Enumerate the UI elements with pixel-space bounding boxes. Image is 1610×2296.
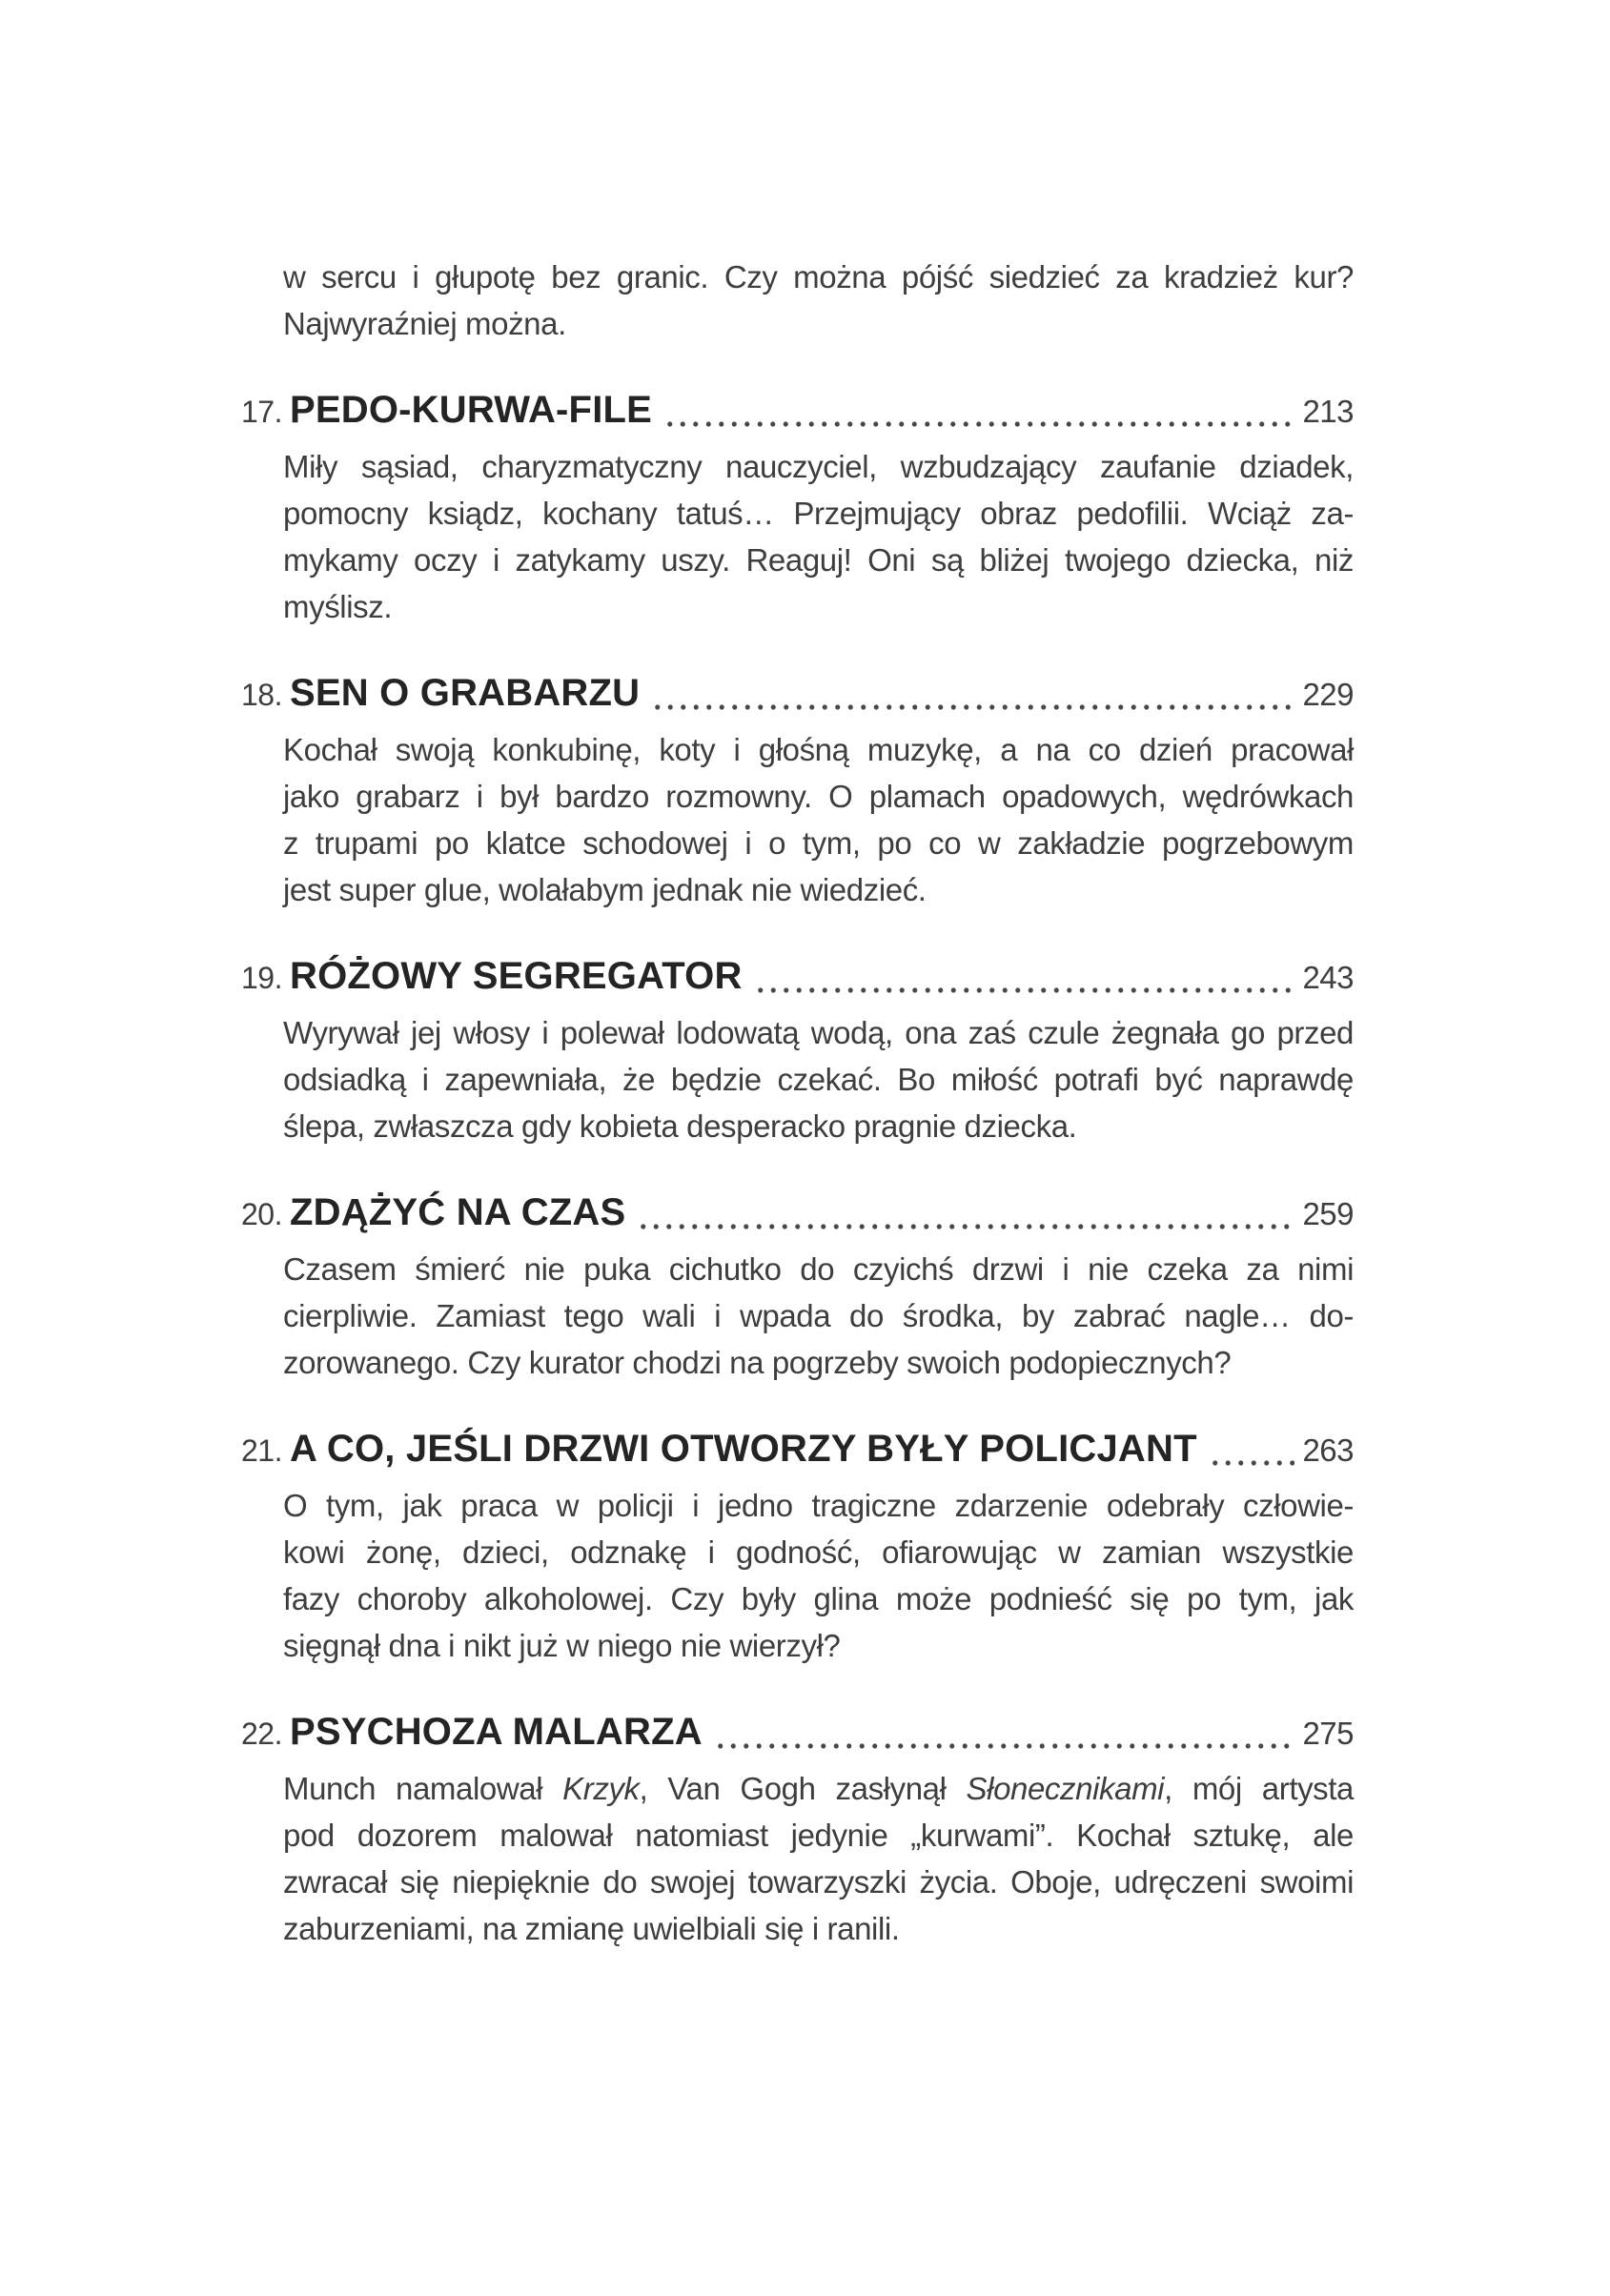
- chapter-page-number: 243: [1302, 960, 1354, 995]
- text-line: cierpliwie. Zamiast tego wali i wpada do środka, by zabrać nagle… do-: [283, 1298, 1354, 1333]
- text-line: O tym, jak praca w policji i jedno tragiczne zdarzenie odebrały człowie-: [283, 1488, 1354, 1523]
- chapter-number: 21.: [241, 1433, 282, 1468]
- text-line: sięgnął dna i nikt już w niego nie wierzył?: [283, 1628, 841, 1663]
- text-line: Kochał swoją konkubinę, koty i głośną muzykę, a na co dzień pracował: [283, 732, 1354, 767]
- dot-leader: [1209, 1426, 1295, 1474]
- chapter-page-number: 263: [1302, 1432, 1354, 1468]
- chapter-description: [283, 1482, 1354, 1669]
- dot-leader: [754, 953, 1295, 1002]
- chapter-title: ZDĄŻYĆ NA CZAS: [289, 1191, 626, 1233]
- text-line: pod dozorem malował natomiast jedynie „kurwami”. Kochał sztukę, ale: [283, 1818, 1354, 1853]
- toc-entry: [241, 1189, 1354, 1386]
- toc-entry-heading: [241, 670, 1354, 719]
- text-line: zorowanego. Czy kurator chodzi na pogrzeby swoich podopiecznych?: [283, 1345, 1232, 1380]
- text-line: jest super glue, wolałabym jednak nie wiedzieć.: [283, 872, 927, 907]
- text-line: Wyrywał jej włosy i polewał lodowatą wodą, ona zaś czule żegnała go przed: [283, 1015, 1354, 1050]
- dot-leader: [714, 1709, 1295, 1758]
- text-line: Czasem śmierć nie puka cichutko do czyichś drzwi i nie czeka za nimi: [283, 1251, 1354, 1287]
- toc-entry: [241, 1709, 1354, 1952]
- text-line: pomocny ksiądz, kochany tatuś… Przejmujący obraz pedofilii. Wciąż za-: [283, 496, 1354, 531]
- chapter-number: 19.: [241, 961, 282, 995]
- chapter-title: PSYCHOZA MALARZA: [289, 1711, 703, 1753]
- chapter-page-number: 259: [1302, 1196, 1354, 1231]
- chapter-description: [283, 1765, 1354, 1952]
- chapter-title: PEDO-KURWA-FILE: [289, 389, 653, 431]
- toc-entry: [241, 953, 1354, 1149]
- toc-entry: [241, 670, 1354, 913]
- intro-paragraph: [283, 254, 1354, 347]
- chapter-number: 17.: [241, 395, 282, 429]
- text-line: mykamy oczy i zatykamy uszy. Reaguj! Oni są bliżej twojego dziecka, niż: [283, 542, 1354, 578]
- text-line: fazy choroby alkoholowej. Czy były glina może podnieść się po tym, jak: [283, 1581, 1354, 1616]
- toc-entry-heading: [241, 387, 1354, 436]
- text-line: z trupami po klatce schodowej i o tym, po co w zakładzie pogrzebowym: [283, 825, 1354, 861]
- toc-entry: [241, 1426, 1354, 1669]
- text-line: Najwyraźniej można.: [283, 306, 566, 341]
- chapter-number: 18.: [241, 678, 282, 712]
- chapter-number: 22.: [241, 1717, 282, 1751]
- toc-content: [241, 254, 1354, 1952]
- toc-entry-heading: [241, 953, 1354, 1002]
- text-line: w sercu i głupotę bez granic. Czy można pójść siedzieć za kradzież kur?: [283, 259, 1354, 295]
- chapter-page-number: 275: [1302, 1716, 1354, 1751]
- chapter-description: [283, 443, 1354, 630]
- text-line: Munch namalował Krzyk, Van Gogh zasłynął Słonecznikami, mój artysta: [283, 1771, 1355, 1806]
- chapter-page-number: 229: [1302, 677, 1354, 712]
- text-line: Miły sąsiad, charyzmatyczny nauczyciel, wzbudzający zaufanie dziadek,: [283, 449, 1354, 484]
- chapter-title: A CO, JEŚLI DRZWI OTWORZY BYŁY POLICJANT: [289, 1428, 1197, 1470]
- text-line: myślisz.: [283, 589, 393, 624]
- chapter-description: [283, 726, 1354, 913]
- toc-entry-heading: [241, 1426, 1354, 1474]
- text-line: kowi żonę, dzieci, odznakę i godność, ofiarowując w zamian wszystkie: [283, 1534, 1354, 1570]
- toc-entry-heading: [241, 1189, 1354, 1238]
- dot-leader: [637, 1189, 1294, 1238]
- text-line: jako grabarz i był bardzo rozmowny. O plamach opadowych, wędrówkach: [283, 779, 1354, 814]
- text-line: odsiadką i zapewniała, że będzie czekać. Bo miłość potrafi być naprawdę: [283, 1062, 1354, 1097]
- chapter-page-number: 213: [1302, 394, 1354, 429]
- chapter-description: [283, 1009, 1354, 1149]
- text-line: ślepa, zwłaszcza gdy kobieta desperacko pragnie dziecka.: [283, 1108, 1077, 1144]
- chapter-number: 20.: [241, 1197, 282, 1231]
- chapter-title: RÓŻOWY SEGREGATOR: [289, 955, 743, 997]
- text-line: zwracał się niepięknie do swojej towarzyszki życia. Oboje, udręczeni swoimi: [283, 1864, 1354, 1900]
- toc-entry-heading: [241, 1709, 1354, 1758]
- dot-leader: [663, 387, 1294, 436]
- dot-leader: [651, 670, 1294, 719]
- toc-entries: [241, 387, 1354, 1952]
- chapter-title: SEN O GRABARZU: [289, 672, 641, 714]
- text-line: zaburzeniami, na zmianę uwielbiali się i ranili.: [283, 1911, 900, 1946]
- chapter-description: [283, 1246, 1354, 1386]
- toc-entry: [241, 387, 1354, 630]
